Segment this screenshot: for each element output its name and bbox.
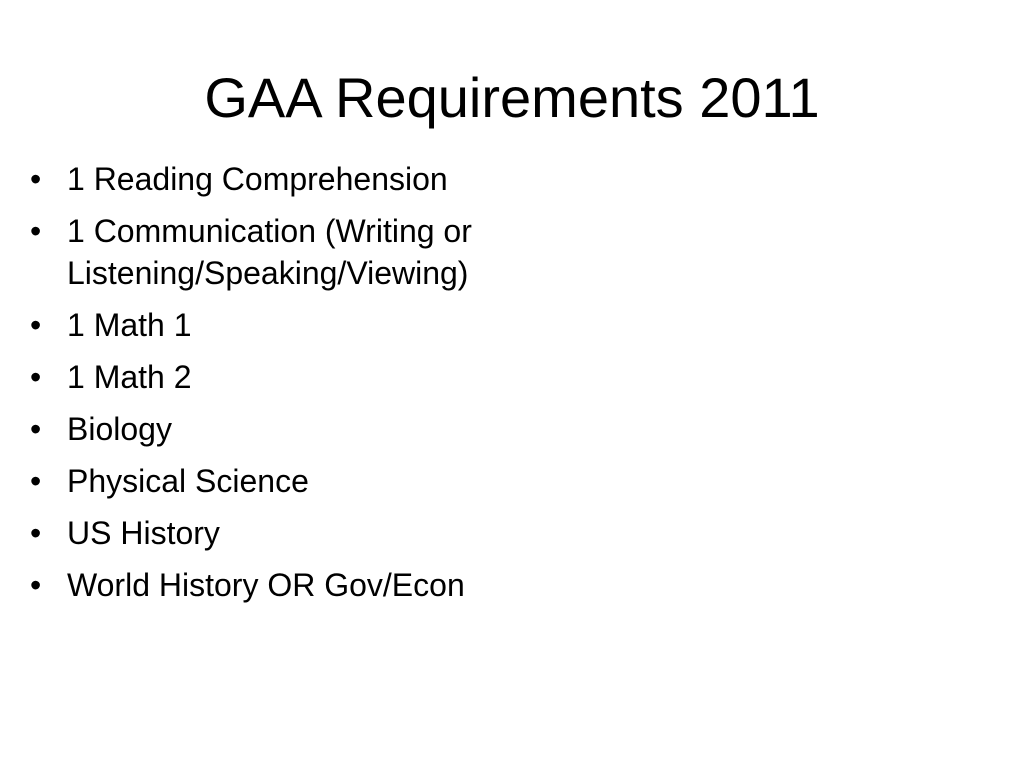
list-item [30, 158, 650, 200]
list-item-text: US History [67, 515, 220, 551]
list-item-text: 1 Reading Comprehension [67, 161, 448, 197]
list-item-text: 1 Communication (Writing or Listening/Speaking/Viewing) [67, 213, 472, 291]
bullet-icon: • [30, 213, 42, 249]
bullet-icon: • [30, 307, 42, 343]
bullet-icon: • [30, 411, 42, 447]
bullet-icon: • [30, 161, 42, 197]
list-item [30, 408, 650, 450]
list-item-text: Biology [67, 411, 172, 447]
bullet-icon: • [30, 515, 42, 551]
list-item [30, 512, 650, 554]
bullet-icon: • [30, 567, 42, 603]
list-item-text: Physical Science [67, 463, 309, 499]
list-item-text: World History OR Gov/Econ [67, 567, 465, 603]
list-item [30, 356, 650, 398]
list-item-text: 1 Math 1 [67, 307, 192, 343]
list-item [30, 210, 650, 294]
bullet-icon: • [30, 463, 42, 499]
list-item [30, 304, 650, 346]
bullet-list [30, 158, 650, 616]
slide-title: GAA Requirements 2011 [204, 66, 820, 129]
list-item [30, 564, 650, 606]
list-item-text: 1 Math 2 [67, 359, 192, 395]
list-item [30, 460, 650, 502]
bullet-icon: • [30, 359, 42, 395]
